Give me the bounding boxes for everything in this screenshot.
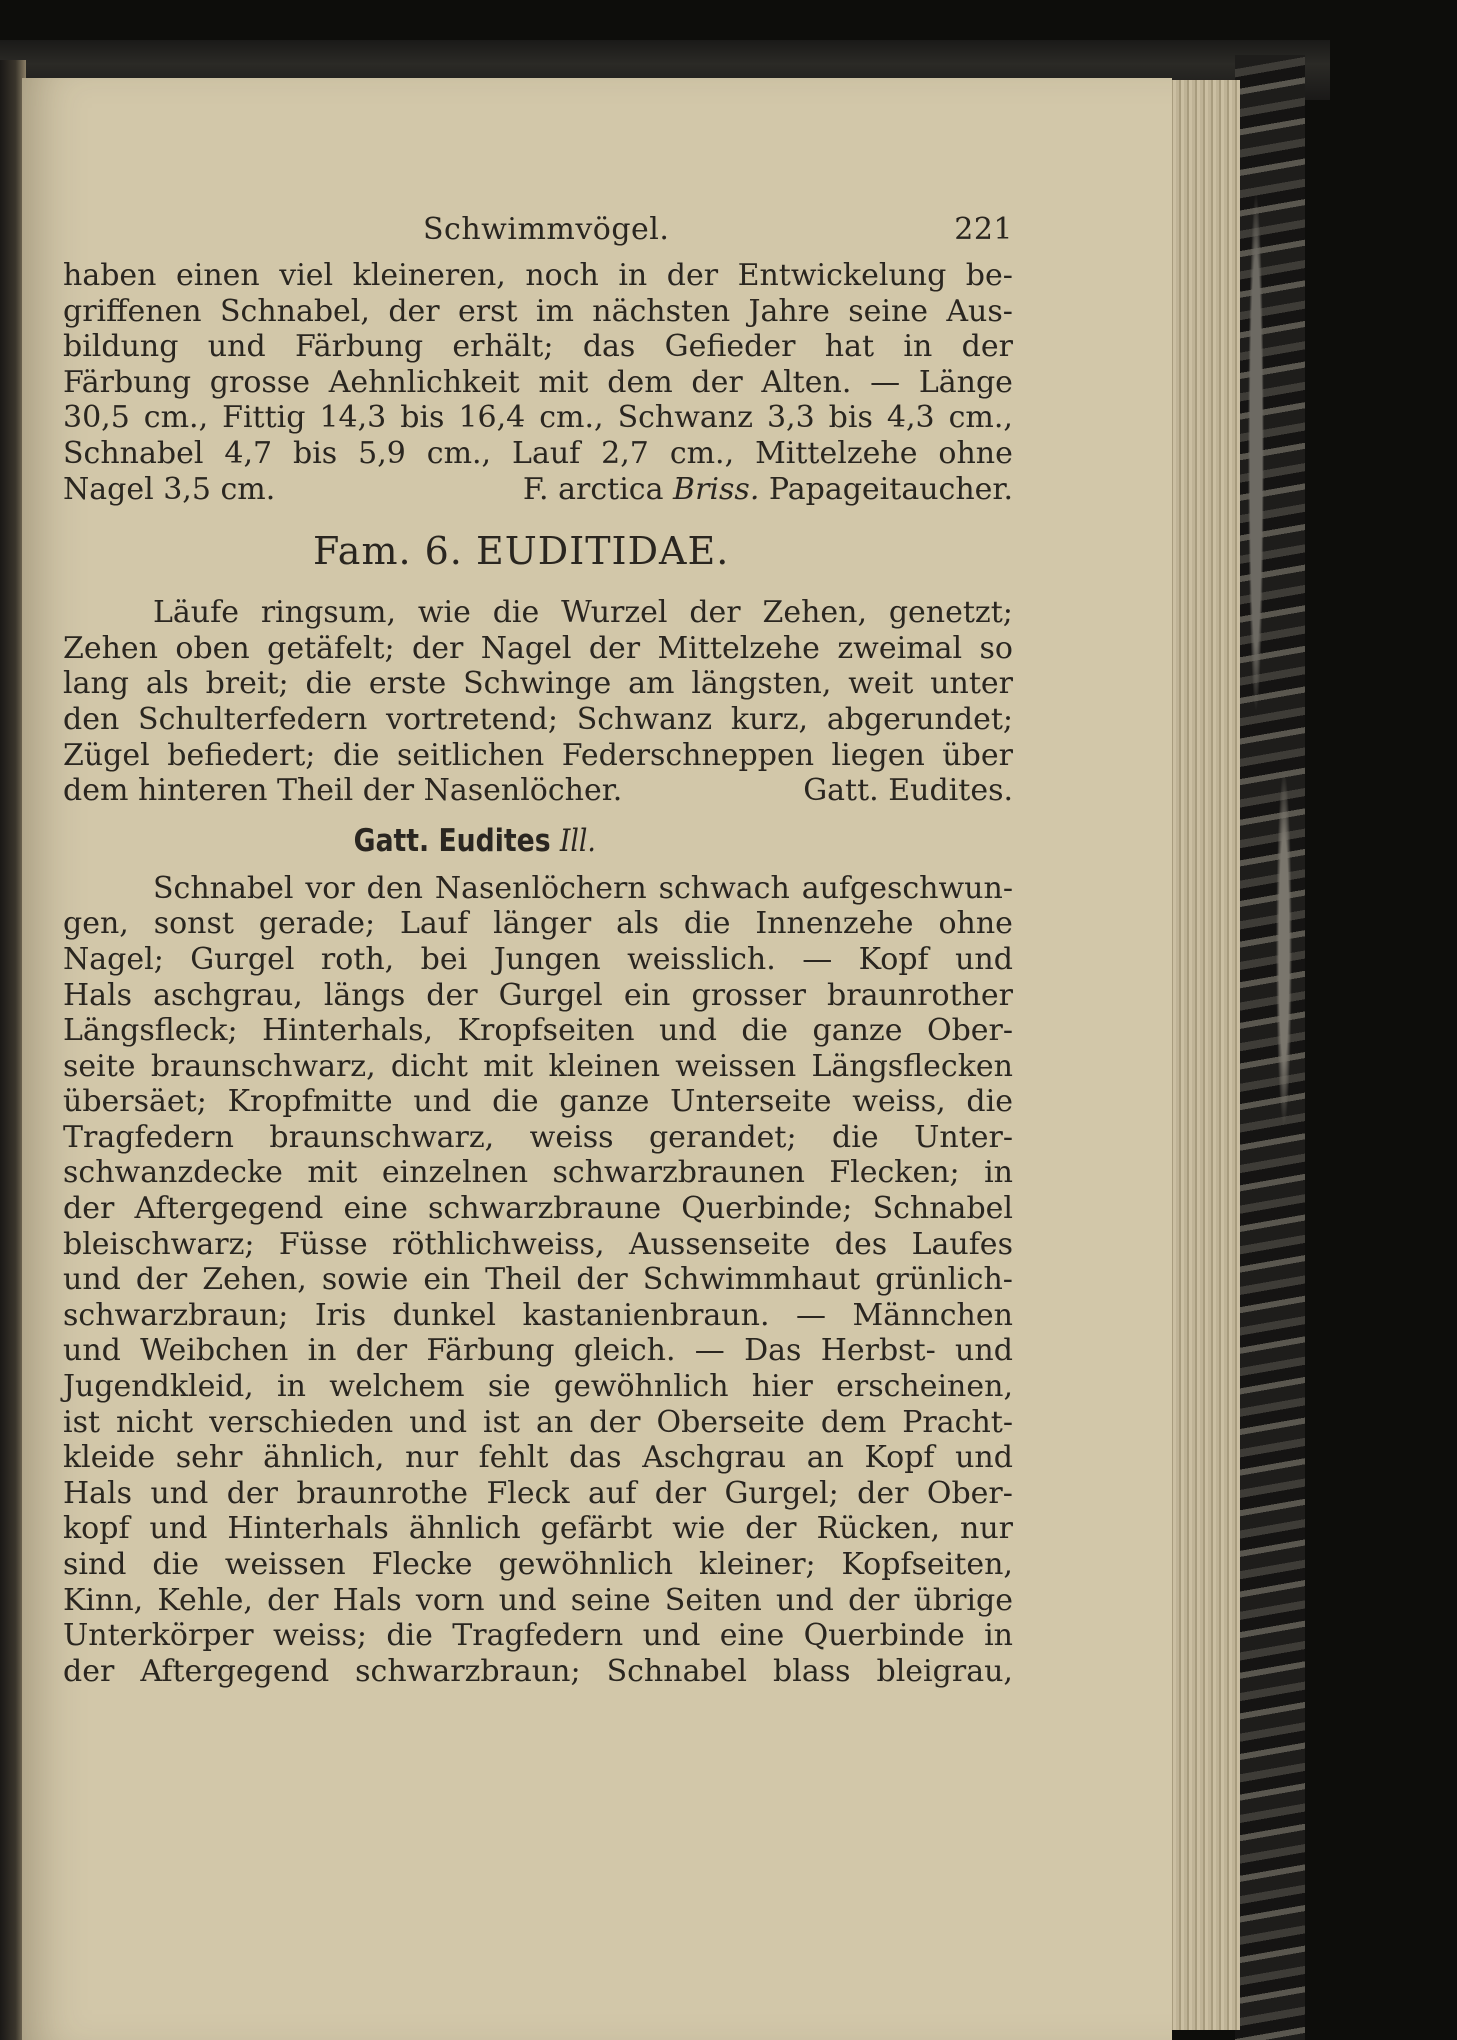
text-line: bildung und Färbung erhält; das Gefieder hat in der bbox=[63, 329, 1013, 365]
genus-reference: Gatt. Eudites. bbox=[803, 773, 1013, 809]
text-line: Zügel befiedert; die seitlichen Federschneppen liegen über bbox=[63, 737, 1013, 773]
text-line: Jugendkleid, in welchem sie gewöhnlich hier erscheinen, bbox=[63, 1369, 1013, 1405]
genus-author: Ill. bbox=[559, 822, 596, 859]
text-line: Färbung grosse Aehnlichkeit mit dem der Alten. — Länge bbox=[63, 364, 1013, 400]
text-line: Schnabel 4,7 bis 5,9 cm., Lauf 2,7 cm., Mittelzehe ohne bbox=[63, 435, 1013, 471]
measurement-text: Nagel 3,5 cm. bbox=[63, 471, 276, 507]
genus-name: Gatt. Eudites bbox=[353, 822, 551, 859]
page-text bbox=[63, 200, 1013, 1689]
text-line: übersäet; Kropfmitte und die ganze Unterseite weiss, die bbox=[63, 1084, 1013, 1120]
text-line: ist nicht verschieden und ist an der Oberseite dem Pracht- bbox=[63, 1404, 1013, 1440]
running-head bbox=[63, 200, 1013, 247]
text-line: Zehen oben getäfelt; der Nagel der Mittelzehe zweimal so bbox=[63, 630, 1013, 666]
text-line: den Schulterfedern vortretend; Schwanz kurz, abgerundet; bbox=[63, 701, 1013, 737]
paragraph-2-last-text: dem hinteren Theil der Nasenlöcher. bbox=[63, 773, 623, 809]
text-line: und Weibchen in der Färbung gleich. — Das Herbst- und bbox=[63, 1333, 1013, 1369]
text-line: schwarzbraun; Iris dunkel kastanienbraun. — Männchen bbox=[63, 1297, 1013, 1333]
text-line: Unterkörper weiss; die Tragfedern und eine Querbinde in bbox=[63, 1618, 1013, 1654]
running-head-title: Schwimmvögel. bbox=[423, 212, 670, 247]
text-line: 30,5 cm., Fittig 14,3 bis 16,4 cm., Schwanz 3,3 bis 4,3 cm., bbox=[63, 400, 1013, 436]
text-line: griffenen Schnabel, der erst im nächsten Jahre seine Aus- bbox=[63, 293, 1013, 329]
text-line: schwanzdecke mit einzelnen schwarzbraunen Flecken; in bbox=[63, 1155, 1013, 1191]
species-name: F. arctica bbox=[522, 471, 664, 507]
text-line: kopf und Hinterhals ähnlich gefärbt wie der Rücken, nur bbox=[63, 1511, 1013, 1547]
text-line: Läufe ringsum, wie die Wurzel der Zehen, genetzt; bbox=[153, 595, 1013, 631]
text-line: der Aftergegend schwarzbraun; Schnabel blass bleigrau, bbox=[63, 1653, 1013, 1689]
text-line: Kinn, Kehle, der Hals vorn und seine Seiten und der übrige bbox=[63, 1582, 1013, 1618]
species-common-name: Papageitaucher. bbox=[768, 471, 1013, 507]
paragraph-1-last-line bbox=[63, 472, 1013, 508]
text-line: Hals aschgrau, längs der Gurgel ein grosser braunrother bbox=[63, 977, 1013, 1013]
text-line: sind die weissen Flecke gewöhnlich kleiner; Kopfseiten, bbox=[63, 1547, 1013, 1582]
text-line: lang als breit; die erste Schwinge am längsten, weit unter bbox=[63, 666, 1013, 702]
species-reference bbox=[523, 472, 1013, 508]
text-line: haben einen viel kleineren, noch in der Entwickelung be- bbox=[63, 258, 1013, 293]
text-line: gen, sonst gerade; Lauf länger als die Innenzehe ohne bbox=[63, 906, 1013, 942]
text-line: und der Zehen, sowie ein Theil der Schwimmhaut grünlich- bbox=[63, 1262, 1013, 1298]
page-number: 221 bbox=[954, 212, 1013, 247]
paragraph-2-last-line bbox=[63, 773, 1013, 809]
paragraph-3 bbox=[63, 871, 1013, 1690]
text-line: der Aftergegend eine schwarzbraune Querbinde; Schnabel bbox=[63, 1191, 1013, 1227]
page-edges bbox=[1160, 80, 1240, 2030]
text-line: seite braunschwarz, dicht mit kleinen weissen Längsflecken bbox=[63, 1048, 1013, 1084]
text-line: Längsfleck; Hinterhals, Kropfseiten und die ganze Ober- bbox=[63, 1013, 1013, 1049]
text-line: Schnabel vor den Nasenlöchern schwach aufgeschwun- bbox=[153, 870, 1013, 906]
text-line: Hals und der braunrothe Fleck auf der Gurgel; der Ober- bbox=[63, 1475, 1013, 1511]
family-heading: Fam. 6. EUDITIDAE. bbox=[313, 529, 730, 574]
text-line: bleischwarz; Füsse röthlichweiss, Aussenseite des Laufes bbox=[63, 1226, 1013, 1262]
species-author: Briss. bbox=[673, 471, 760, 507]
paragraph-1 bbox=[63, 258, 1013, 472]
book-cover-edge bbox=[1235, 55, 1305, 2040]
text-line: Nagel; Gurgel roth, bei Jungen weisslich. — Kopf und bbox=[63, 941, 1013, 977]
paragraph-2 bbox=[63, 595, 1013, 773]
text-line: kleide sehr ähnlich, nur fehlt das Aschgrau an Kopf und bbox=[63, 1440, 1013, 1476]
text-line: Tragfedern braunschwarz, weiss gerandet; die Unter- bbox=[63, 1119, 1013, 1155]
genus-heading bbox=[63, 823, 880, 859]
